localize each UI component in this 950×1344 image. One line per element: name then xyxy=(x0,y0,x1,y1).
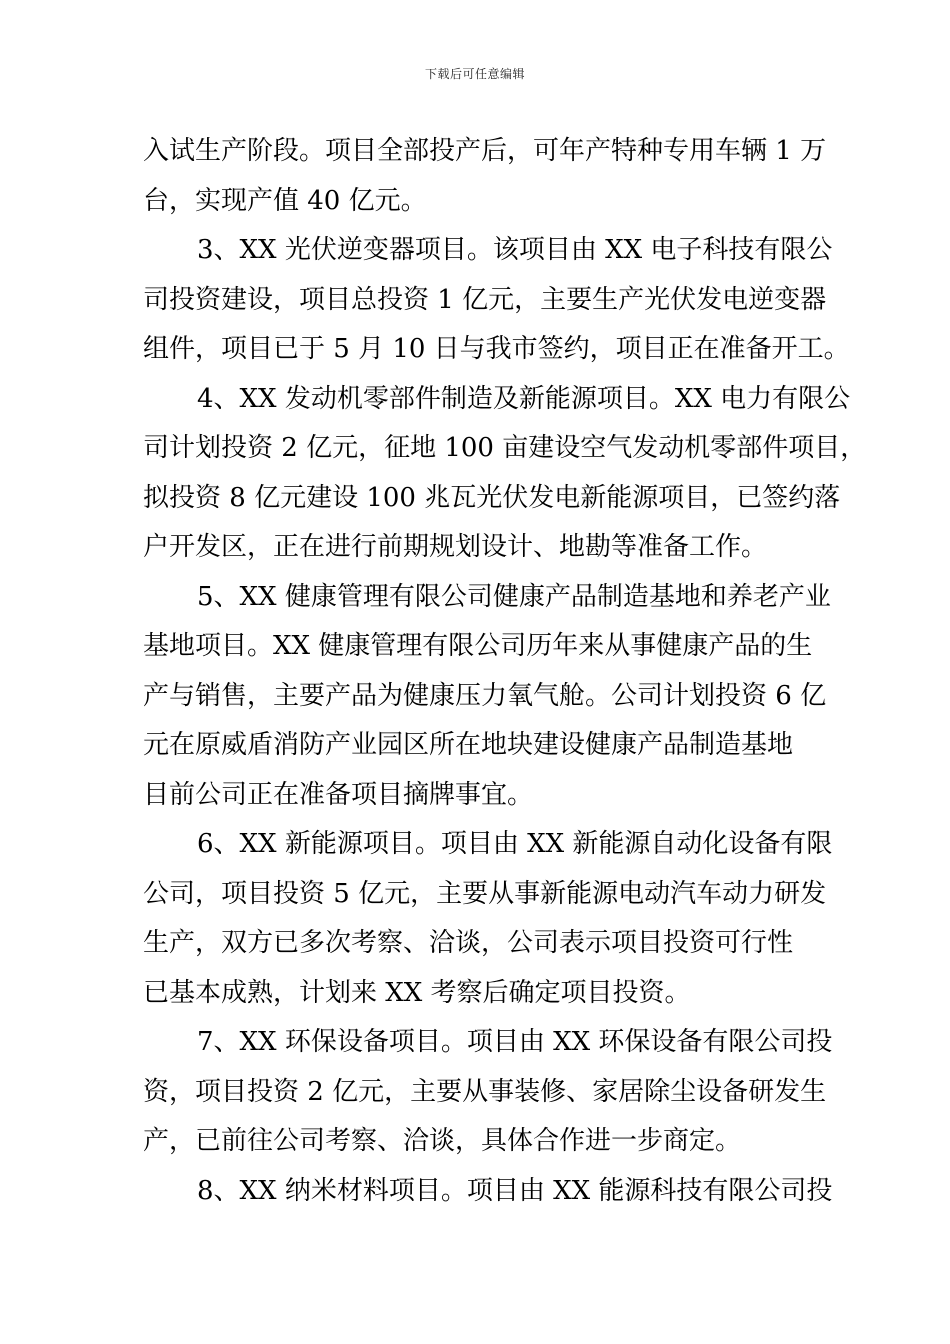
page-header: 下载后可任意编辑 xyxy=(424,67,525,81)
text-line: 司投资建设，项目总投资 1 亿元，主要生产光伏发电逆变器 xyxy=(143,284,827,315)
text-line: 已基本成熟，计划来 XX 考察后确定项目投资。 xyxy=(143,977,691,1008)
text-line: 6、XX 新能源项目。项目由 XX 新能源自动化设备有限 xyxy=(197,829,833,859)
text-line: 户开发区，正在进行前期规划设计、地勘等准备工作。 xyxy=(143,532,768,562)
paragraph-item-3 xyxy=(143,226,850,375)
text-line: 目前公司正在准备项目摘牌事宜。 xyxy=(143,779,534,810)
text-line: 台，实现产值 40 亿元。 xyxy=(143,185,427,216)
paragraph-item-4 xyxy=(143,375,867,573)
paragraph-item-8 xyxy=(143,1167,833,1217)
text-line: 产，已前往公司考察、洽谈，具体合作进一步商定。 xyxy=(143,1126,742,1156)
text-line: 司计划投资 2 亿元，征地 100 亩建设空气发动机零部件项目， xyxy=(143,433,867,463)
text-line: 拟投资 8 亿元建设 100 兆瓦光伏发电新能源项目，已签约落 xyxy=(143,482,841,513)
text-line: 生产，双方已多次考察、洽谈，公司表示项目投资可行性 xyxy=(143,928,794,958)
text-line: 资，项目投资 2 亿元，主要从事装修、家居除尘设备研发生 xyxy=(143,1076,827,1107)
paragraph-continuation xyxy=(143,127,827,226)
paragraph-item-6 xyxy=(143,820,833,1018)
text-line: 组件，项目已于 5 月 10 日与我市签约，项目正在准备开工。 xyxy=(143,334,850,364)
text-line: 基地项目。XX 健康管理有限公司历年来从事健康产品的生 xyxy=(143,631,813,661)
paragraph-item-5 xyxy=(143,573,831,821)
text-line: 5、XX 健康管理有限公司健康产品制造基地和养老产业 xyxy=(197,581,831,612)
text-line: 入试生产阶段。项目全部投产后，可年产特种专用车辆 1 万 xyxy=(143,136,827,166)
text-line: 公司，项目投资 5 亿元，主要从事新能源电动汽车动力研发 xyxy=(143,878,827,909)
text-line: 4、XX 发动机零部件制造及新能源项目。XX 电力有限公 xyxy=(197,383,851,414)
paragraph-item-7 xyxy=(143,1018,833,1167)
text-line: 产与销售，主要产品为健康压力氧气舱。公司计划投资 6 亿 xyxy=(143,680,827,711)
text-line: 3、XX 光伏逆变器项目。该项目由 XX 电子科技有限公 xyxy=(197,235,833,265)
text-line: 7、XX 环保设备项目。项目由 XX 环保设备有限公司投 xyxy=(197,1027,833,1057)
text-line: 元在原威盾消防产业园区所在地块建设健康产品制造基地 xyxy=(143,730,794,760)
document-body xyxy=(143,127,867,1216)
text-line: 8、XX 纳米材料项目。项目由 XX 能源科技有限公司投 xyxy=(197,1175,833,1206)
